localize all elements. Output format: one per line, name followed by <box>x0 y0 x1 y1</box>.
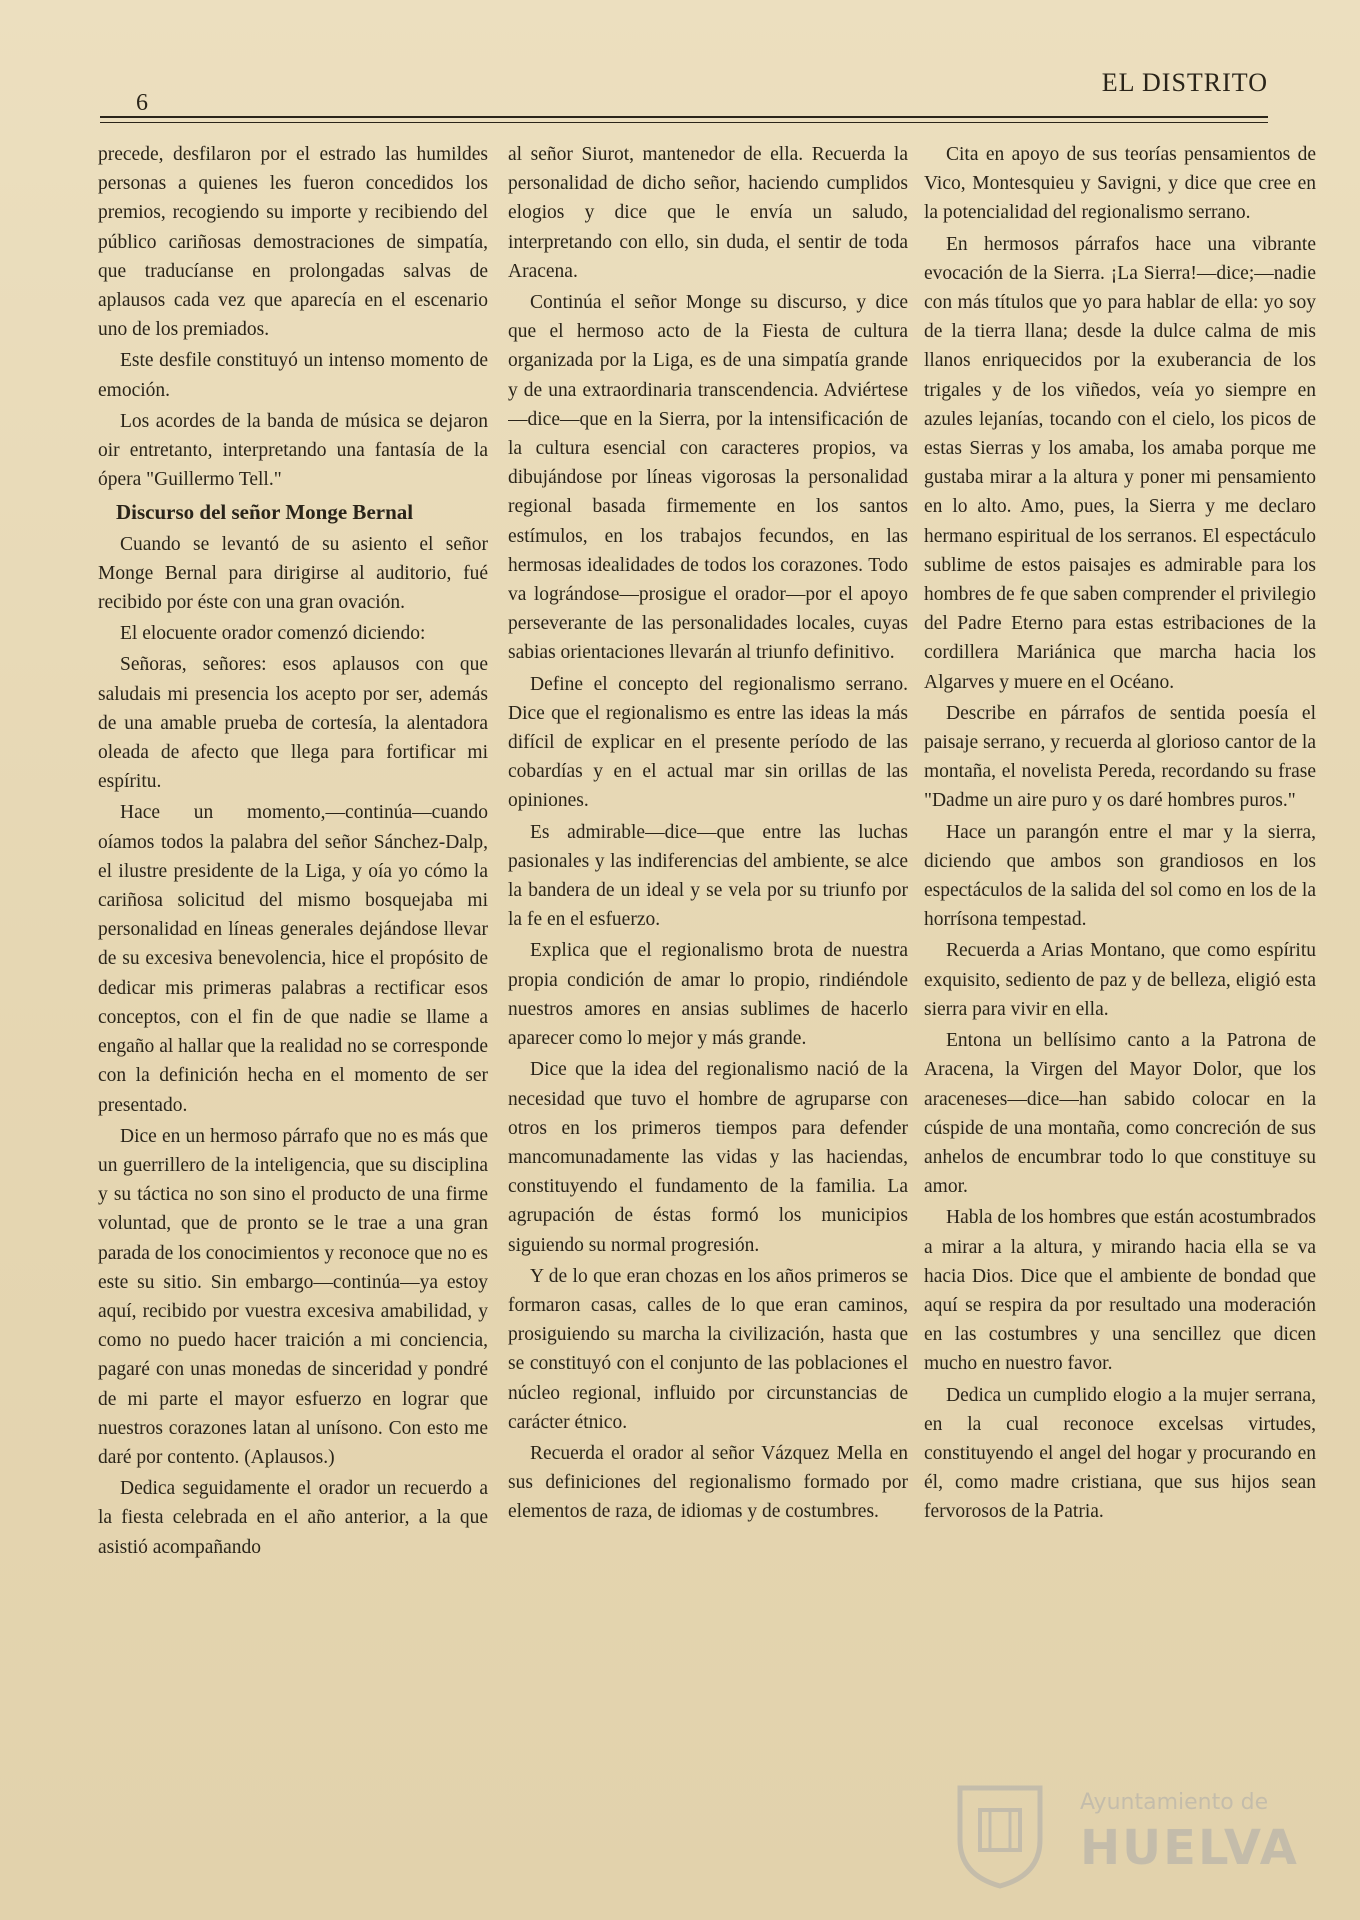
paragraph: Continúa el señor Monge su discurso, y dice que el hermoso acto de la Fiesta de cultura organizada por la Liga, es de una simpatía grande y de una extraordinaria transcendencia. Adviértese—dice—que en la Sierra, por la intensificación de la cultura esencial con caracteres propios, va dibujándose por líneas vigorosas la personalidad regional basada firmemente en los santos estímulos, en los trabajos fecundos, en las hermosas idealidades de todos los corazones. Todo va lográndose—prosigue el orador—por el apoyo perseverante de las personalidades locales, cuyas sabias orientaciones llevarán al triunfo definitivo. <box>508 292 908 664</box>
paragraph: Describe en párrafos de sentida poesía el paisaje serrano, y recuerda al glorioso cantor de la montaña, el novelista Pereda, recordando su frase "Dadme un aire puro y os daré hombres puros." <box>924 702 1316 812</box>
paragraph: Habla de los hombres que están acostumbrados a mirar a la altura, y mirando hacia ella se va hacia Dios. Dice que el ambiente de bondad que aquí se respira da por resultado una moderación en las costumbres y una sencillez que dicen mucho en nuestro favor. <box>924 1207 1316 1375</box>
paragraph: Los acordes de la banda de música se dejaron oir entretanto, interpretando una fantasía de la ópera "Guillermo Tell." <box>98 410 488 491</box>
paragraph: Cuando se levantó de su asiento el señor Monge Bernal para dirigirse al auditorio, fué recibido por éste con una gran ovación. <box>98 533 488 614</box>
paragraph: Y de lo que eran chozas en los años primeros se formaron casas, calles de lo que eran caminos, prosiguiendo su marcha la civilización, hasta que se constituyó con el conjunto de las poblaciones el núcleo regional, influido por circunstancias de carácter étnico. <box>508 1265 908 1433</box>
paragraph: Explica que el regionalismo brota de nuestra propia condición de amar lo propio, rindiéndole nuestros amores en ansias sublimes de hacerlo aparecer como lo mejor y más grande. <box>508 940 908 1050</box>
paragraph: Dice que la idea del regionalismo nació de la necesidad que tuvo el hombre de agruparse con otros en los primeros tiempos para defender mancomunadamente las vidas y las haciendas, constituyendo el fundamento de la familia. La agrupación de éstas formó los municipios siguiendo su normal progresión. <box>508 1059 908 1256</box>
watermark-line-2: HUELVA <box>1080 1820 1299 1876</box>
header-rule-thin <box>100 122 1268 123</box>
paragraph: Define el concepto del regionalismo serrano. Dice que el regionalismo es entre las ideas la más difícil de explicar en el presente período de las cobardías y en el actual mar sin orillas de las opiniones. <box>508 673 908 812</box>
paragraph: Recuerda a Arias Montano, que como espíritu exquisito, sediento de paz y de belleza, eligió esta sierra para vivir en ella. <box>924 940 1316 1020</box>
paragraph: En hermosos párrafos hace una vibrante evocación de la Sierra. ¡La Sierra!—dice;—nadie con más títulos que yo para hablar de ella: yo soy de la tierra llana; desde la dulce calma de mis llanos enriquecidos por la exuberancia de los trigales y de los viñedos, veía yo siempre en azules lejanías, tocando con el cielo, los picos de estas Sierras y los amaba, los amaba porque me gustaba mirar a la altura y poner mi pensamiento en lo alto. Amo, pues, la Sierra y me declaro hermano espiritual de los serranos. El espectáculo sublime de estos paisajes es admirable para los hombres de fe que saben comprender el privilegio del Padre Eterno para estas estribaciones de la cordillera Mariánica que marcha hacia los Algarves y muere en el Océano. <box>924 233 1316 693</box>
paragraph: Dedica seguidamente el orador un recuerdo a la fiesta celebrada en el año anterior, a la que asistió acompañando <box>98 1478 488 1558</box>
column-2 <box>508 140 908 1820</box>
header-rule <box>100 116 1268 118</box>
paragraph: Hace un momento,—continúa—cuando oíamos todos la palabra del señor Sánchez-Dalp, el ilustre presidente de la Liga, y oía yo cómo la cariñosa solicitud del mismo bosquejaba mi personalidad en líneas generales dejándose llevar de su excesiva benevolencia, hice el propósito de dedicar mis primeras palabras a rectificar esos conceptos, con el fin de que nadie se llame a engaño al hallar que la realidad no se corresponde con la definición hecha en el momento de ser presentado. <box>98 802 488 1116</box>
paragraph: Recuerda el orador al señor Vázquez Mella en sus definiciones del regionalismo formado por elementos de raza, de idiomas y de costumbres. <box>508 1442 908 1523</box>
column-3 <box>924 140 1316 1820</box>
paragraph: Este desfile constituyó un intenso momento de emoción. <box>98 350 488 401</box>
paragraph: Hace un parangón entre el mar y la sierra, diciendo que ambos son grandiosos en los espectáculos de la salida del sol como en los de la horrísona tempestad. <box>924 821 1316 931</box>
paragraph: Entona un bellísimo canto a la Patrona de Aracena, la Virgen del Mayor Dolor, que los araceneses—dice—han sabido colocar en la cúspide de una montaña, como concreción de sus anhelos de encumbrar todo lo que constituye su amor. <box>924 1030 1316 1198</box>
paragraph: al señor Siurot, mantenedor de ella. Recuerda la personalidad de dicho señor, haciendo cumplidos elogios y dice que le envía un saludo, interpretando con ello, sin duda, el sentir de toda Aracena. <box>508 144 908 282</box>
page-number: 6 <box>136 90 148 116</box>
watermark-line-1: Ayuntamiento de <box>1080 1790 1269 1815</box>
watermark <box>950 1780 1299 1890</box>
paragraph: Señoras, señores: esos aplausos con que saludais mi presencia los acepto por ser, además de una amable prueba de cortesía, la alentadora oleada de afecto que llega para fortificar mi espíritu. <box>98 654 488 793</box>
paragraph: precede, desfilaron por el estrado las humildes personas a quienes les fueron concedidos los premios, recogiendo su importe y recibiendo del público cariñosas demostraciones de simpatía, que traducíanse en prolongadas salvas de aplausos cada vez que aparecía en el escenario uno de los premiados. <box>98 144 488 341</box>
paragraph: Dedica un cumplido elogio a la mujer serrana, en la cual reconoce excelsas virtudes, constituyendo el angel del hogar y procurando en él, como madre cristiana, que sus hijos sean fervorosos de la Patria. <box>924 1384 1316 1523</box>
paragraph: Es admirable—dice—que entre las luchas pasionales y las indiferencias del ambiente, se alce la bandera de un ideal y se vela por su triunfo por la fe en el esfuerzo. <box>508 821 908 931</box>
section-heading: Discurso del señor Monge Bernal <box>116 500 414 525</box>
coat-of-arms-icon <box>950 1780 1050 1890</box>
masthead-title: EL DISTRITO <box>1101 68 1268 97</box>
paragraph: Dice en un hermoso párrafo que no es más que un guerrillero de la inteligencia, que su disciplina y su táctica no son sino el producto de una firme voluntad, que de pronto se le trae a una gran parada de los conocimientos y reconoce que no es este su sitio. Sin embargo—continúa—ya estoy aquí, recibido por vuestra excesiva amabilidad, y como no puedo hacer traición a mi conciencia, pagaré con unas monedas de sinceridad y pondré de mi parte el mayor esfuerzo en lograr que nuestros corazones latan al unísono. Con esto me daré por contento. (Aplausos.) <box>98 1125 488 1468</box>
paragraph: El elocuente orador comenzó diciendo: <box>120 623 426 645</box>
page-header <box>100 68 1268 120</box>
paragraph: Cita en apoyo de sus teorías pensamientos de Vico, Montesquieu y Savigni, y dice que cree en la potencialidad del regionalismo serrano. <box>924 144 1316 224</box>
column-1 <box>98 140 488 1820</box>
